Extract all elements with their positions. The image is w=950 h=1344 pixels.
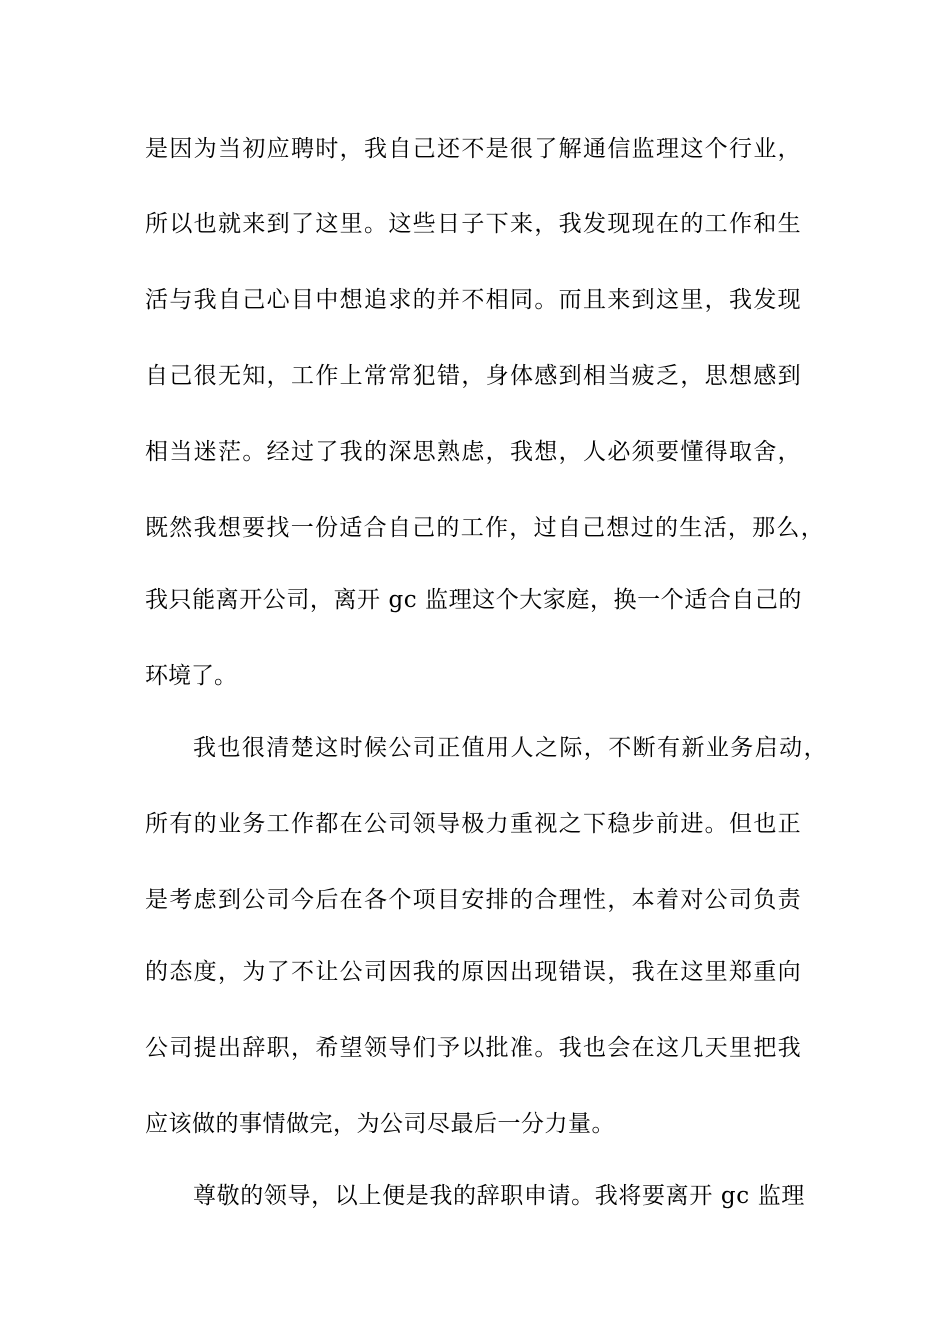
- paragraph-first-line: [0, 1181, 950, 1211]
- text-line-content: 应该做的事情做完，为公司尽最后一分力量。: [145, 1111, 615, 1137]
- text-line: [0, 661, 950, 691]
- text-line-content: 所有的业务工作都在公司领导极力重视之下稳步前进。但也正: [145, 811, 802, 837]
- text-line: [0, 809, 950, 839]
- text-line: [0, 1033, 950, 1063]
- text-line-content: 尊敬的领导，以上便是我的辞职申请。我将要离开 gc 监理: [193, 1183, 805, 1209]
- text-line: [0, 957, 950, 987]
- text-line-content: 自己很无知，工作上常常犯错，身体感到相当疲乏，思想感到: [145, 363, 802, 389]
- text-line: [0, 134, 950, 164]
- text-line-content: 活与我自己心目中想追求的并不相同。而且来到这里，我发现: [145, 287, 802, 313]
- text-line: [0, 1109, 950, 1139]
- text-line-content: 既然我想要找一份适合自己的工作，过自己想过的生活，那么，: [145, 515, 826, 541]
- text-line: [0, 513, 950, 543]
- text-line: [0, 437, 950, 467]
- text-line-content: 我也很清楚这时候公司正值用人之际，不断有新业务启动，: [193, 735, 828, 761]
- paragraph-first-line: [0, 733, 950, 763]
- text-line: [0, 885, 950, 915]
- text-line: [0, 209, 950, 239]
- text-line-content: 我只能离开公司，离开 gc 监理这个大家庭，换一个适合自己的: [145, 587, 802, 613]
- text-line-content: 相当迷茫。经过了我的深思熟虑，我想，人必须要懂得取舍，: [145, 439, 802, 465]
- text-line-content: 的态度，为了不让公司因我的原因出现错误，我在这里郑重向: [145, 959, 802, 985]
- text-line-content: 所以也就来到了这里。这些日子下来，我发现现在的工作和生: [145, 211, 802, 237]
- text-line-content: 环境了。: [145, 663, 237, 689]
- text-line-content: 公司提出辞职，希望领导们予以批准。我也会在这几天里把我: [145, 1035, 802, 1061]
- text-line-content: 是考虑到公司今后在各个项目安排的合理性，本着对公司负责: [145, 887, 802, 913]
- text-line: [0, 285, 950, 315]
- text-line: [0, 585, 950, 615]
- text-line: [0, 361, 950, 391]
- text-line-content: 是因为当初应聘时，我自己还不是很了解通信监理这个行业，: [145, 136, 802, 162]
